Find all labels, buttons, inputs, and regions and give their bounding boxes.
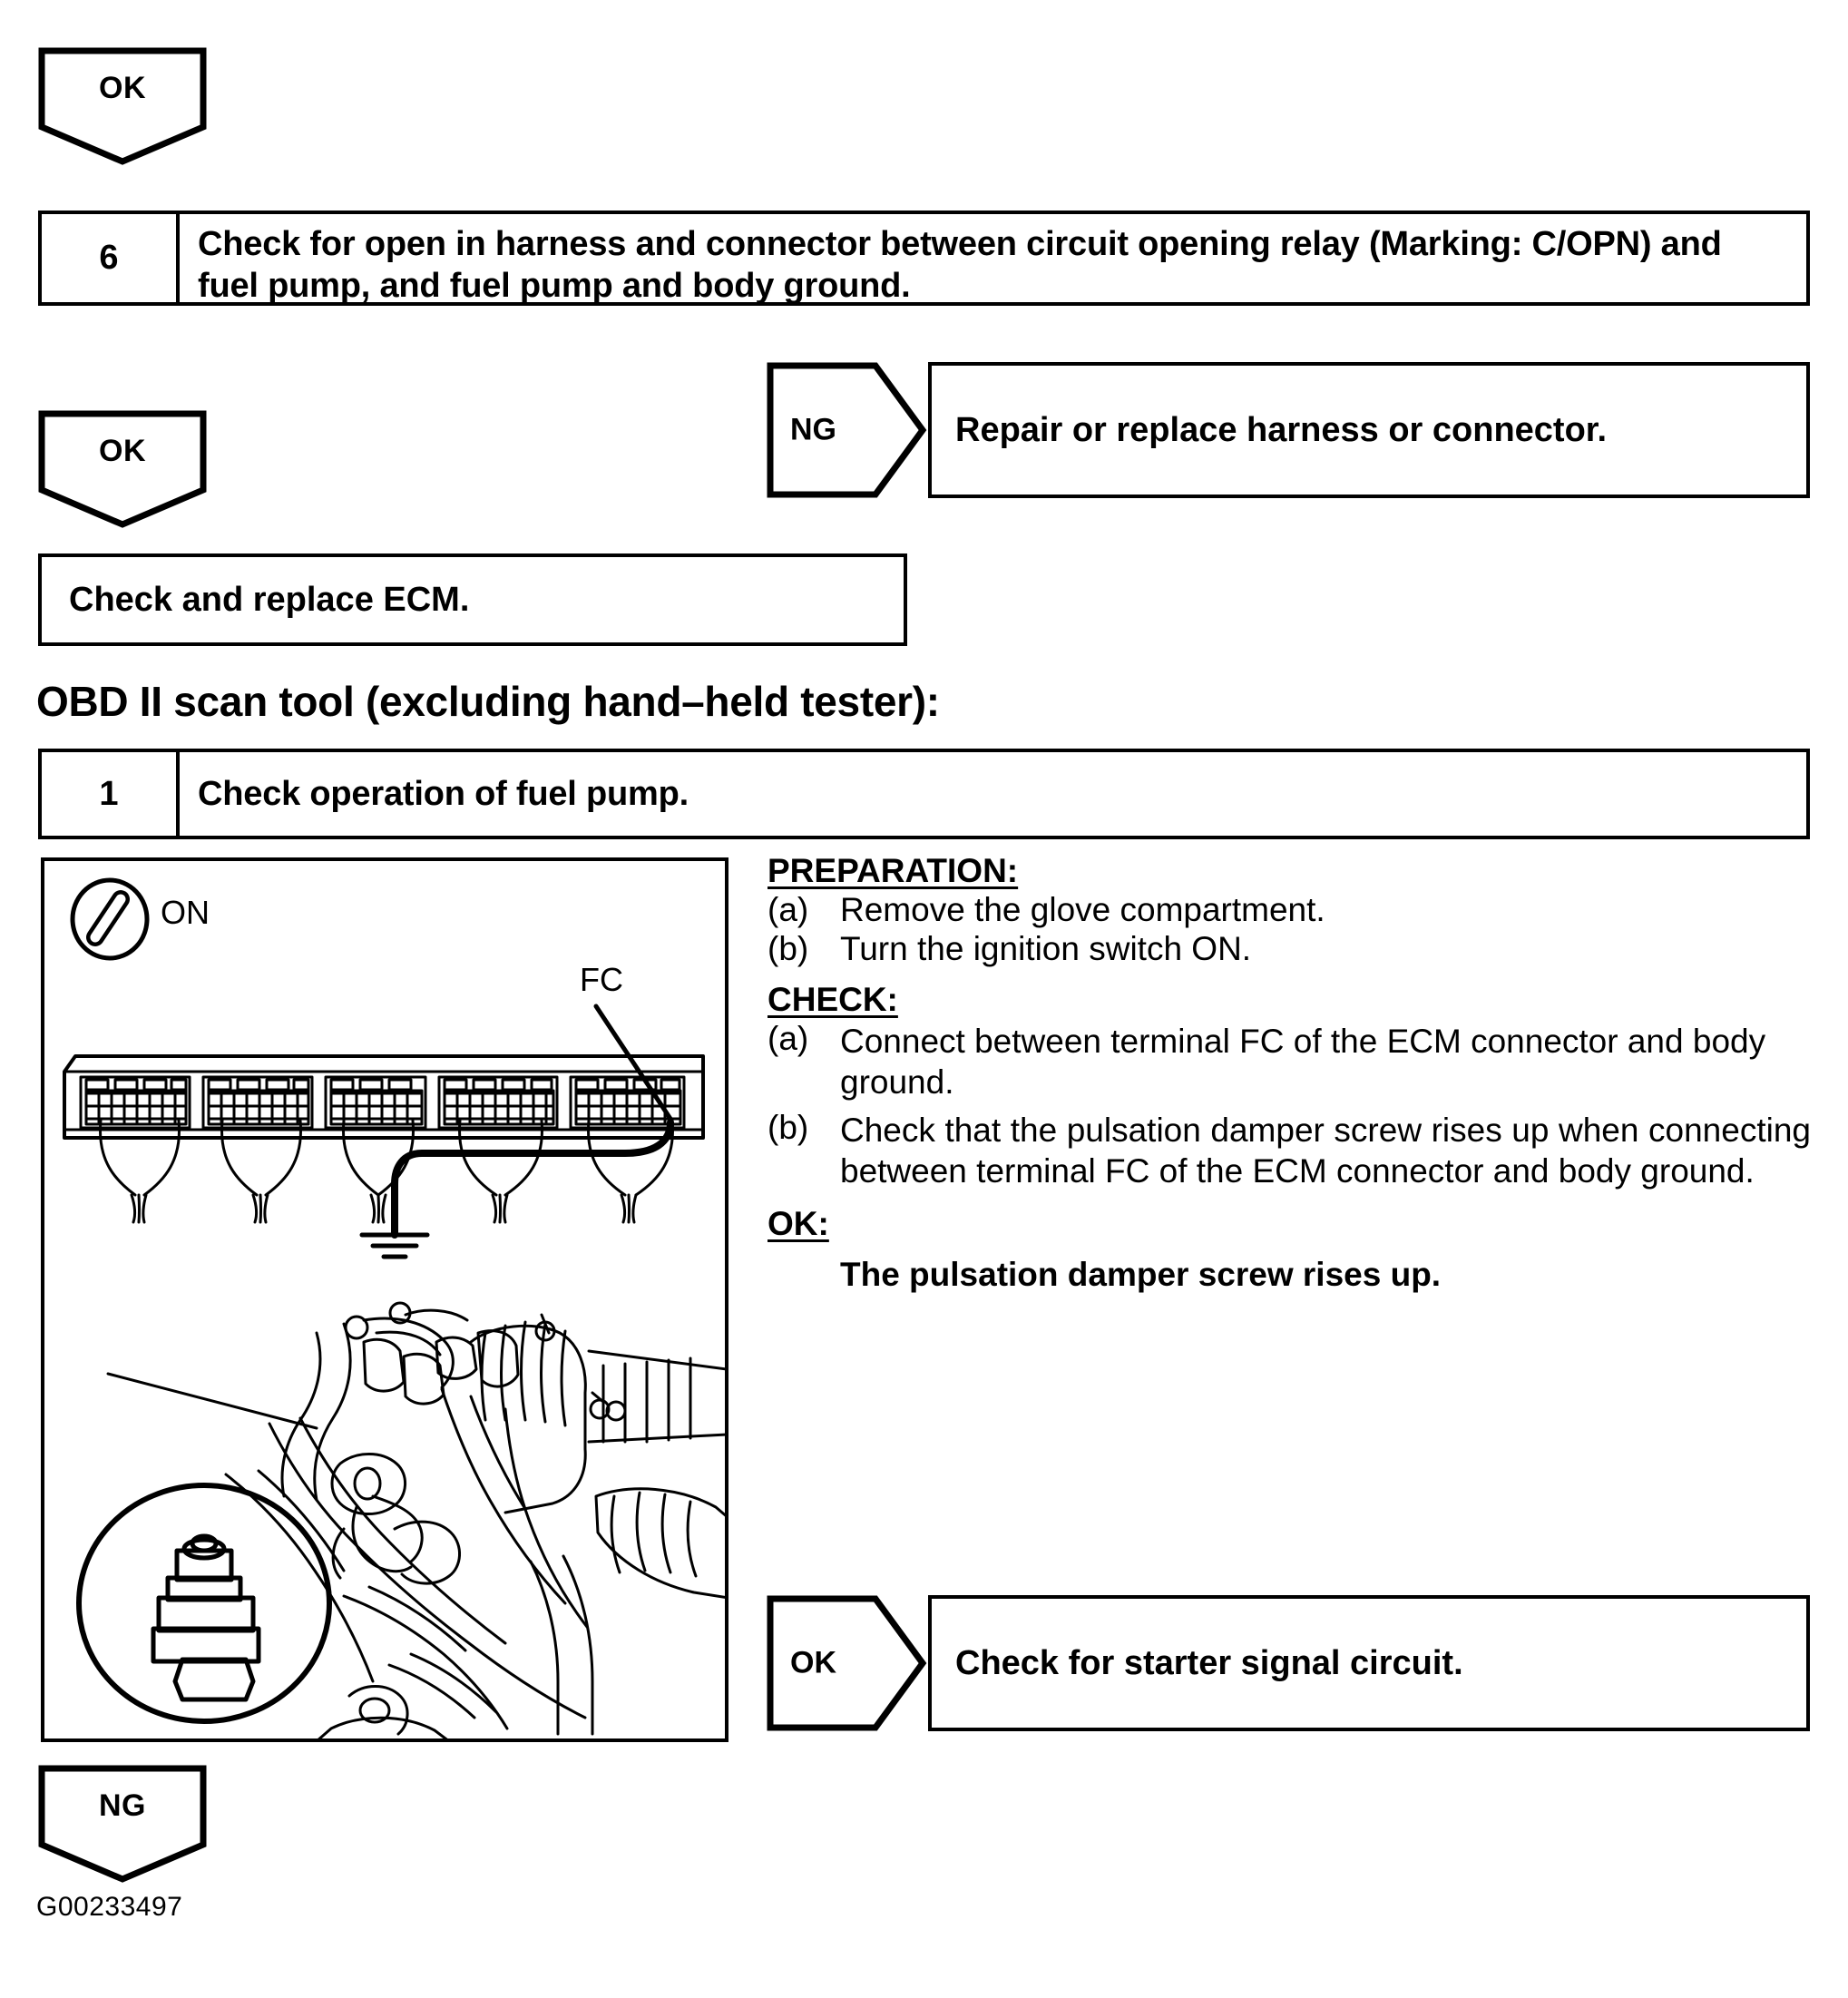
spacer xyxy=(768,971,1811,982)
ng-branch-repair xyxy=(767,362,1810,498)
ignition-on-label: ON xyxy=(161,894,210,931)
section-heading: OBD II scan tool (excluding hand–held tester): xyxy=(36,678,940,725)
check-item-b xyxy=(768,1110,1811,1191)
spacer xyxy=(768,1195,1811,1206)
ok-flag-middle-label: OK xyxy=(99,434,146,468)
pennant-shape xyxy=(38,47,207,165)
check-item-a-body: Connect between terminal FC of the ECM connector and body ground. xyxy=(840,1022,1766,1101)
ok-branch-starter-box: Check for starter signal circuit. xyxy=(928,1595,1810,1731)
fc-terminal-label: FC xyxy=(580,961,623,998)
preparation-item-a xyxy=(768,892,1811,927)
preparation-item-b-body: Turn the ignition switch ON. xyxy=(840,930,1252,968)
ok-title: OK: xyxy=(768,1205,829,1243)
ok-chevron-tag xyxy=(767,1595,928,1731)
ok-chevron-label: OK xyxy=(790,1645,836,1680)
step-6-box xyxy=(38,211,1810,306)
check-item-b-body: Check that the pulsation damper screw rises up when connecting between terminal FC of the ECM connector and body ground. xyxy=(840,1112,1811,1190)
step-6-text: Check for open in harness and connector between circuit opening relay (Marking: C/OPN) and fuel pump, and fuel pump and body ground. xyxy=(198,225,1722,306)
ok-flag-top xyxy=(38,47,207,165)
step-6-number: 6 xyxy=(42,214,180,302)
preparation-title: PREPARATION: xyxy=(768,852,1019,889)
ok-flag-top-label: OK xyxy=(99,71,146,105)
ng-chevron-label: NG xyxy=(790,412,836,447)
preparation-item-a-mark: (a) xyxy=(768,891,809,929)
pennant-shape xyxy=(38,1765,207,1883)
fuel-pump-illustration xyxy=(41,857,728,1742)
spacer xyxy=(768,1246,1811,1257)
figure-code: G00233497 xyxy=(36,1892,183,1922)
ng-branch-repair-box: Repair or replace harness or connector. xyxy=(928,362,1810,498)
ng-chevron-tag xyxy=(767,362,928,498)
pennant-shape xyxy=(38,410,207,528)
check-replace-ecm-box: Check and replace ECM. xyxy=(38,553,907,646)
check-item-a-mark: (a) xyxy=(768,1019,809,1057)
step-1-text: Check operation of fuel pump. xyxy=(198,774,689,813)
ng-flag-bottom-label: NG xyxy=(99,1788,146,1823)
preparation-item-b-mark: (b) xyxy=(768,930,809,968)
procedure-text xyxy=(768,853,1811,1292)
check-item-b-mark: (b) xyxy=(768,1109,809,1147)
ok-branch-starter-signal xyxy=(767,1595,1810,1731)
step-1-number: 1 xyxy=(42,752,180,836)
ok-flag-middle xyxy=(38,410,207,528)
check-title: CHECK: xyxy=(768,980,898,1018)
ok-statement: The pulsation damper screw rises up. xyxy=(840,1255,1442,1293)
step-1-box xyxy=(38,749,1810,839)
preparation-item-b xyxy=(768,931,1811,966)
check-item-a xyxy=(768,1021,1811,1102)
ng-flag-bottom xyxy=(38,1765,207,1883)
preparation-item-a-body: Remove the glove compartment. xyxy=(840,891,1325,929)
ecm-connector-diagram xyxy=(44,861,728,1742)
